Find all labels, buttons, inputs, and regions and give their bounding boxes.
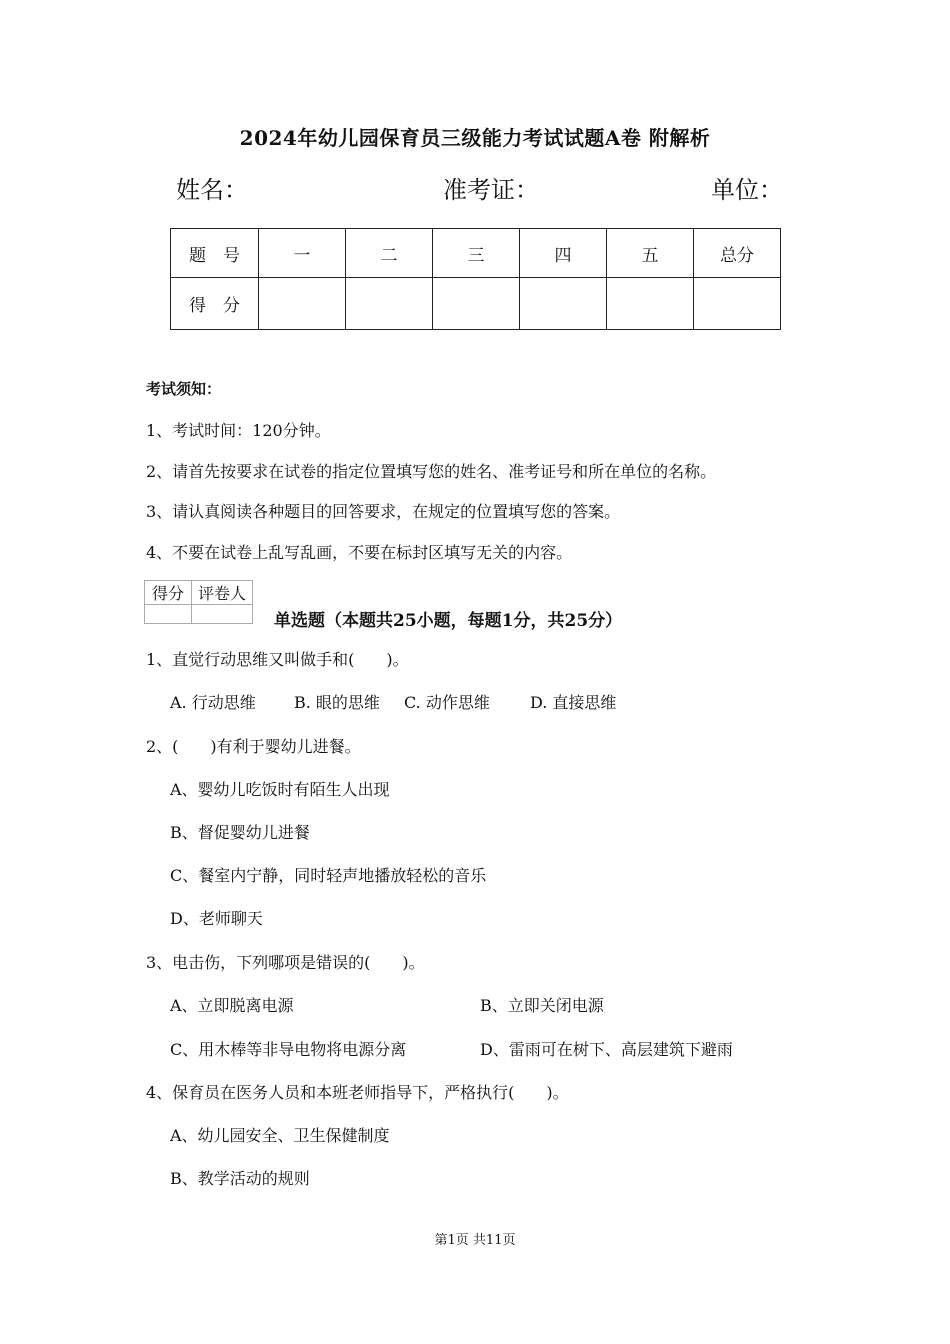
grader-name-label: 评卷人	[192, 581, 253, 605]
question-stem-3: 3、电击伤，下列哪项是错误的( )。	[146, 953, 425, 972]
q1-option-a: A. 行动思维	[170, 693, 256, 712]
header-cell-1: 一	[259, 229, 346, 278]
score-cell	[694, 278, 781, 330]
score-cell	[607, 278, 694, 330]
notice-item: 4、不要在试卷上乱写乱画，不要在标封区填写无关的内容。	[146, 543, 573, 562]
q3-option-c: C、用木棒等非导电物将电源分离	[170, 1040, 407, 1059]
q3-option-a: A、立即脱离电源	[170, 996, 294, 1015]
q4-option-b: B、教学活动的规则	[170, 1169, 310, 1188]
header-cell-total: 总分	[694, 229, 781, 278]
grader-box	[144, 580, 253, 624]
score-cell	[433, 278, 520, 330]
q1-option-c: C. 动作思维	[404, 693, 490, 712]
grader-score-label: 得分	[145, 581, 192, 605]
q2-option-d: D、老师聊天	[170, 909, 263, 928]
score-cell	[259, 278, 346, 330]
score-table-score-row	[171, 278, 781, 330]
notice-heading: 考试须知：	[146, 380, 222, 398]
score-cell	[520, 278, 607, 330]
header-cell-question-number: 题 号	[171, 229, 259, 278]
q1-option-b: B. 眼的思维	[294, 693, 380, 712]
question-stem-2: 2、( )有利于婴幼儿进餐。	[146, 737, 361, 756]
q2-option-b: B、督促婴幼儿进餐	[170, 823, 310, 842]
score-table-header-row	[171, 229, 781, 278]
score-cell	[346, 278, 433, 330]
q3-option-d: D、雷雨可在树下、高层建筑下避雨	[480, 1040, 733, 1059]
exam-id-field-label: 准考证：	[443, 176, 539, 204]
name-field-label: 姓名：	[176, 176, 248, 204]
question-stem-1: 1、直觉行动思维又叫做手和( )。	[146, 650, 409, 669]
q1-option-d: D. 直接思维	[530, 693, 617, 712]
q3-option-b: B、立即关闭电源	[480, 996, 604, 1015]
page-footer: 第1页 共11页	[434, 1233, 516, 1248]
section-title: 单选题（本题共25小题，每题1分，共25分）	[274, 611, 623, 631]
grader-score-cell	[145, 605, 192, 624]
notice-item: 3、请认真阅读各种题目的回答要求，在规定的位置填写您的答案。	[146, 502, 621, 521]
q2-option-c: C、餐室内宁静，同时轻声地播放轻松的音乐	[170, 866, 487, 885]
unit-field-label: 单位：	[711, 176, 783, 204]
header-cell-2: 二	[346, 229, 433, 278]
notice-item: 1、考试时间：120分钟。	[146, 421, 331, 440]
score-row-label: 得 分	[171, 278, 259, 330]
header-cell-3: 三	[433, 229, 520, 278]
question-stem-4: 4、保育员在医务人员和本班老师指导下，严格执行( )。	[146, 1083, 569, 1102]
score-table	[170, 228, 781, 330]
notice-item: 2、请首先按要求在试卷的指定位置填写您的姓名、准考证号和所在单位的名称。	[146, 462, 717, 481]
grader-name-cell	[192, 605, 253, 624]
q2-option-a: A、婴幼儿吃饭时有陌生人出现	[170, 780, 390, 799]
header-cell-5: 五	[607, 229, 694, 278]
q4-option-a: A、幼儿园安全、卫生保健制度	[170, 1126, 390, 1145]
header-cell-4: 四	[520, 229, 607, 278]
document-title: 2024年幼儿园保育员三级能力考试试题A卷 附解析	[239, 126, 711, 150]
